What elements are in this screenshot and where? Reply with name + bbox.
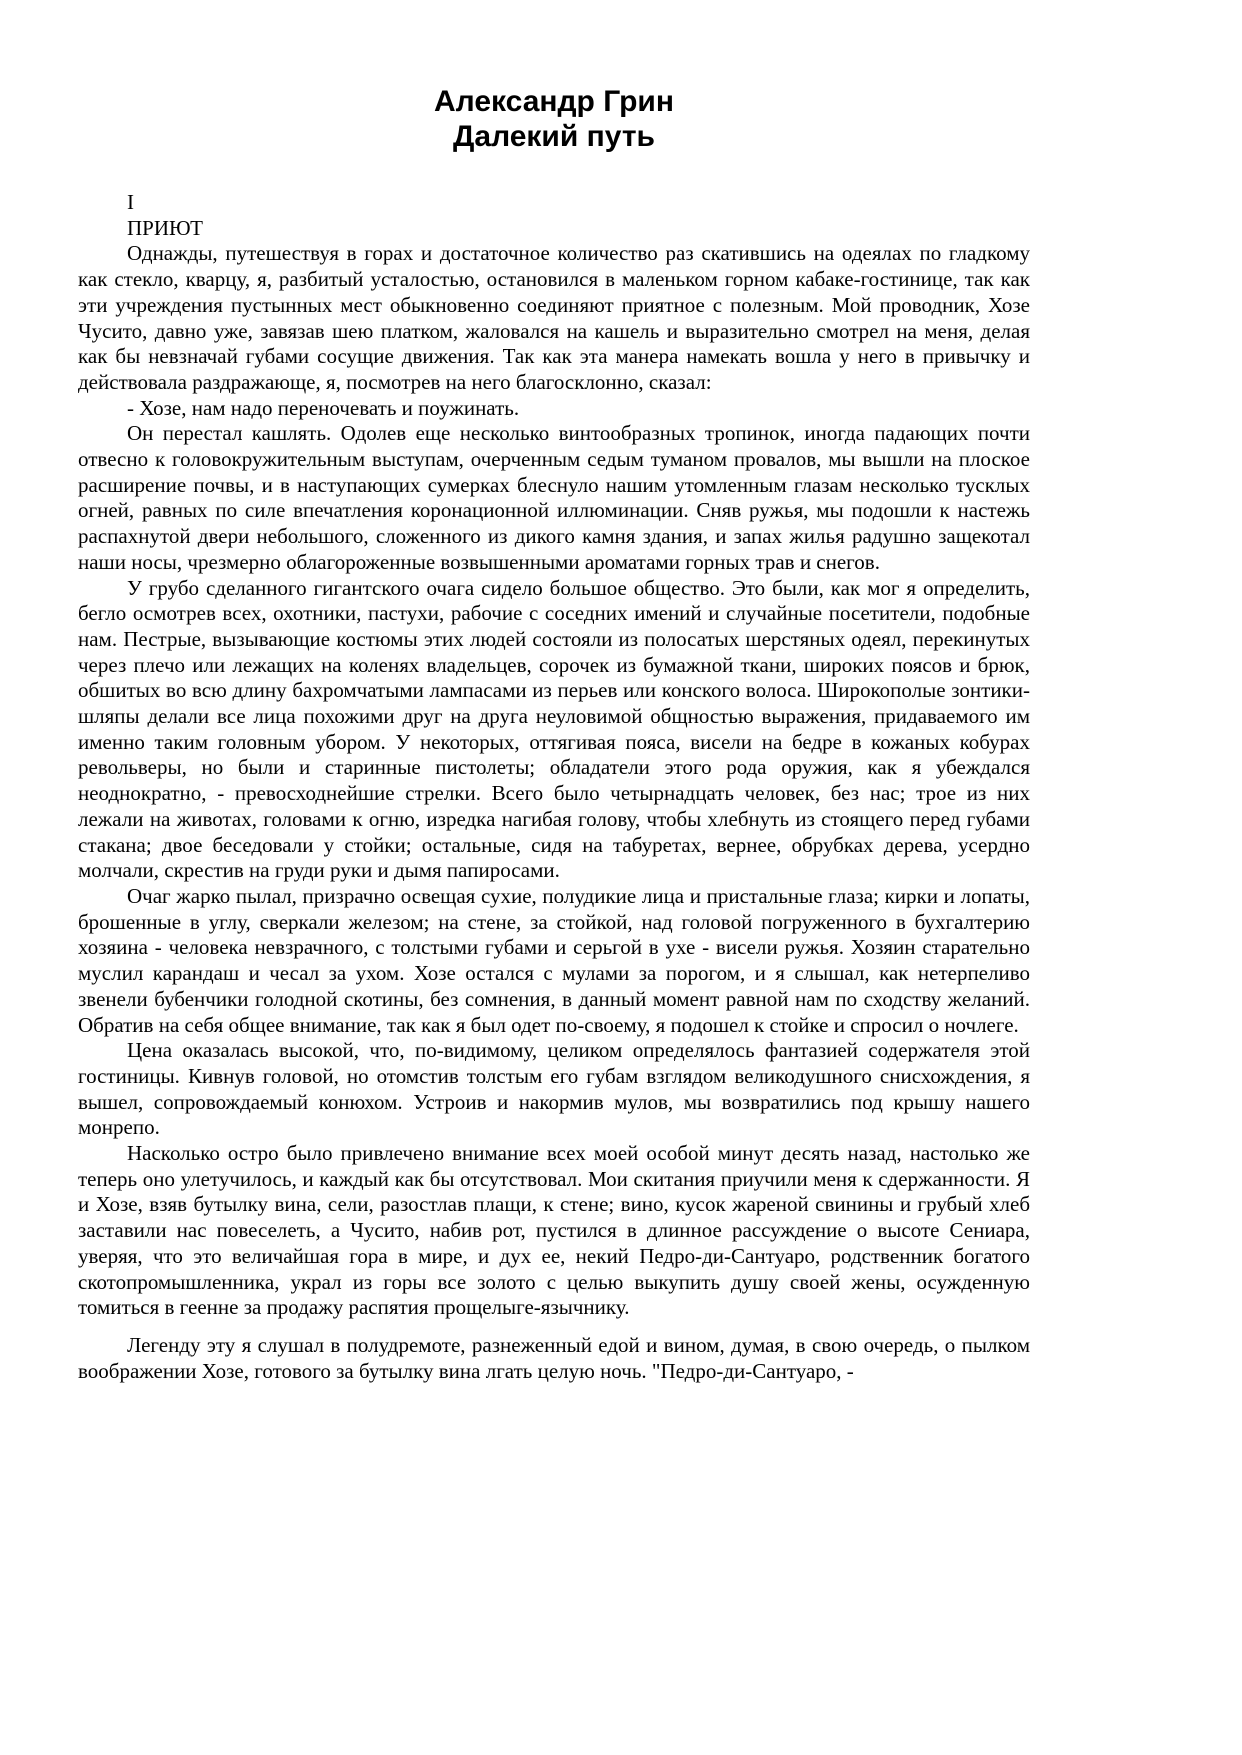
paragraph: Насколько остро было привлечено внимание всех моей особой минут десять назад, настолько же теперь оно улетучилось, и каждый как бы отсутствовал. Мои скитания приучили меня к сдержанности. Я и Хозе, взяв бутылку вина, сели, разостлав плащи, к стене; вино, кусок жареной свинины и грубый хлеб заставили нас повеселеть, а Чусито, набив рот, пустился в длинное рассуждение о высоте Сениара, уверяя, что это величайшая гора в мире, и дух ее, некий Педро-ди-Сантуаро, родственник богатого скотопромышленника, украл из горы все золото с целью выкупить душу своей жены, осужденную томиться в геенне за продажу распятия прощелыге-язычнику. [78, 1141, 1030, 1320]
document-content [78, 84, 1030, 1384]
paragraph: Легенду эту я слушал в полудремоте, разнеженный едой и вином, думая, в свою очередь, о пылком воображении Хозе, готового за бутылку вина лгать целую ночь. "Педро-ди-Сантуаро, - [78, 1332, 1030, 1383]
paragraph: - Хозе, нам надо переночевать и поужинать. [127, 395, 520, 420]
document-title [78, 84, 1030, 154]
paragraph: Очаг жарко пылал, призрачно освещая сухие, полудикие лица и пристальные глаза; кирки и лопаты, брошенные в углу, сверкали железом; на стене, за стойкой, над головой погруженного в бухгалтерию хозяина - человека невзрачного, с толстыми губами и серьгой в ухе - висели ружья. Хозяин старательно муслил карандаш и чесал за ухом. Хозе остался с мулами за порогом, и я слышал, как нетерпеливо звенели бубенчики голодной скотины, без сомнения, в данный момент равной нам по сходству желаний. Обратив на себя общее внимание, так как я был одет по-своему, я подошел к стойке и спросил о ночлеге. [78, 883, 1030, 1037]
title-author: Александр Грин [434, 85, 674, 118]
paragraph: Цена оказалась высокой, что, по-видимому, целиком определялось фантазией содержателя этой гостиницы. Кивнув головой, но отомстив толстым его губам взглядом великодушного снисхождения, я вышел, сопровождаемый конюхом. Устроив и накормив мулов, мы возвратились под крышу нашего монрепо. [78, 1038, 1030, 1140]
chapter-heading: ПРИЮТ [127, 215, 203, 240]
paragraph: Он перестал кашлять. Одолев еще несколько винтообразных тропинок, иногда падающих почти отвесно к головокружительным выступам, очерченным седым туманом провалов, мы вышли на плоское расширение почвы, и в наступающих сумерках блеснуло нашим утомленным глазам несколько тусклых огней, равных по силе впечатления коронационной иллюминации. Сняв ружья, мы подошли к настежь распахнутой двери небольшого, сложенного из дикого камня здания, и запах жилья радушно защекотал наши носы, чрезмерно облагороженные возвышенными ароматами горных трав и снегов. [78, 421, 1030, 574]
paragraph: У грубо сделанного гигантского очага сидело большое общество. Это были, как мог я определить, бегло осмотрев всех, охотники, пастухи, рабочие с соседних имений и случайные посетители, подобные нам. Пестрые, вызывающие костюмы этих людей состояли из полосатых шерстяных одеял, перекинутых через плечо или лежащих на коленях владельцев, сорочек из бумажной ткани, широких поясов и брюк, обшитых во всю длину бахромчатыми лампасами из перьев или конского волоса. Широкополые зонтики-шляпы делали все лица похожими друг на друга неуловимой общностью выражения, придаваемого им именно таким головным убором. У некоторых, оттягивая пояса, висели на бедре в кожаных кобурах револьверы, но были и старинные пистолеты; обладатели этого рода оружия, как я убеждался неоднократно, - превосходнейшие стрелки. Всего было четырнадцать человек, без нас; трое из них лежали на животах, головами к огню, изредка нагибая голову, чтобы хлебнуть из стоящего перед губами стакана; двое беседовали у стойки; остальные, сидя на табуретах, вернее, обрубках дерева, усердно молчали, скрестив на груди руки и дымя папиросами. [78, 575, 1030, 883]
chapter-numeral: I [127, 190, 134, 214]
document-body [78, 190, 1030, 1384]
title-work: Далекий путь [453, 120, 655, 153]
paragraph: Однажды, путешествуя в горах и достаточное количество раз скатившись на одеялах по гладкому как стекло, кварцу, я, разбитый усталостью, остановился в маленьком горном кабаке-гостинице, так как эти учреждения пустынных мест обыкновенно соединяют приятное с полезным. Мой проводник, Хозе Чусито, давно уже, завязав шею платком, жаловался на кашель и выразительно смотрел на меня, делая как бы невзначай губами сосущие движения. Так как эта манера намекать вошла у него в привычку и действовала раздражающе, я, посмотрев на него благосклонно, сказал: [78, 241, 1030, 394]
